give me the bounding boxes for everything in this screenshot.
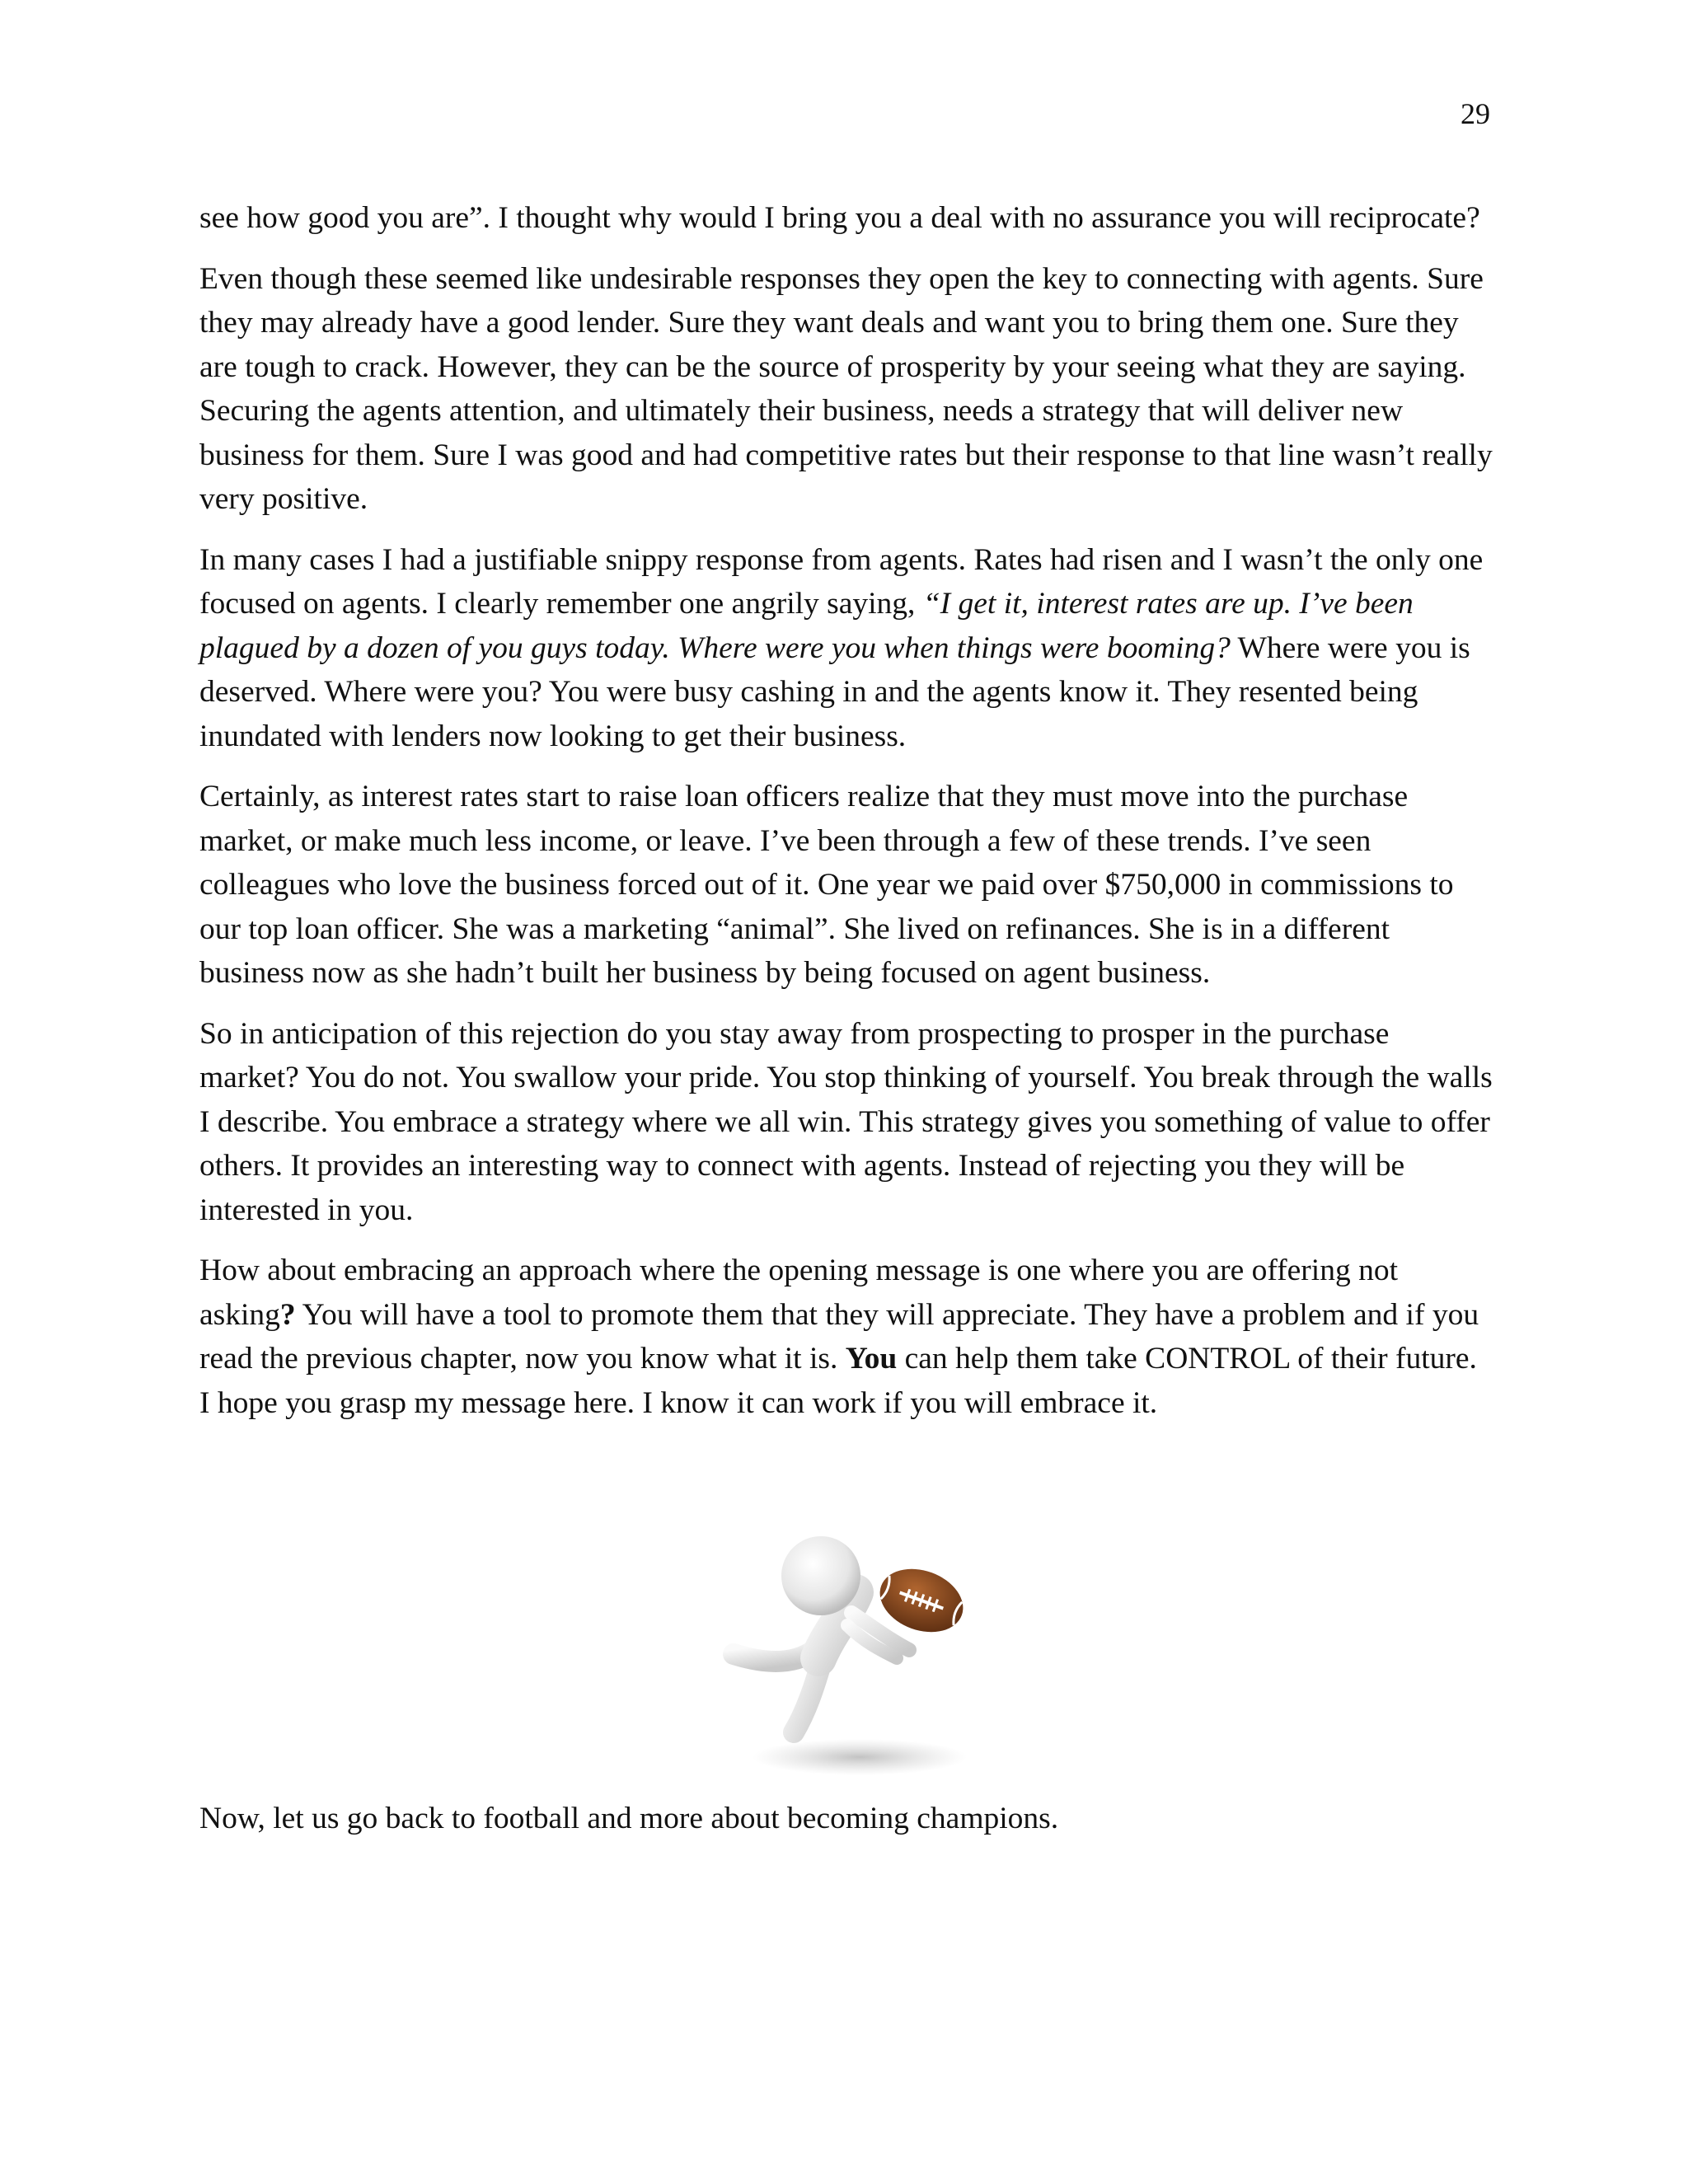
paragraph-3-text-b: Where were you is deserved. Where were you? You were busy cashing in and the agents know it. They resented being inundated with lenders now looking to get their business.: [199, 630, 1470, 753]
stick-figure-catching-football-icon: [715, 1526, 973, 1780]
paragraph-6-text-c: can help them take CONTROL of their future. I hope you grasp my message here. I know it can work if you will embrace it.: [199, 1342, 1477, 1420]
paragraph-4: Certainly, as interest rates start to raise loan officers realize that they must move into the purchase market, or make much less income, or leave. I’ve been through a few of these trends. I’ve seen colleagues who love the business forced out of it. One year we paid over $750,000 in commissions to our top loan officer. She was a marketing “animal”. She lived on refinances. She is in a different business now as she hadn’t built her business by being focused on agent business.: [199, 780, 1454, 990]
paragraph-1: see how good you are”. I thought why would I bring you a deal with no assurance you will reciprocate?: [199, 201, 1480, 235]
bold-you: You: [845, 1342, 898, 1376]
body-text: [199, 196, 1493, 1441]
paragraph-5: So in anticipation of this rejection do you stay away from prospecting to prosper in the purchase market? You do not. You swallow your pride. You stop thinking of yourself. You break through the walls I describe. You embrace a strategy where we all win. This strategy gives you something of value to offer others. It provides an interesting way to connect with agents. Instead of rejecting you they will be interested in you.: [199, 1016, 1493, 1227]
bold-question-mark: ?: [279, 1297, 296, 1332]
closing-sentence: Now, let us go back to football and more about becoming champions.: [199, 1802, 1059, 1835]
paragraph-3-text-a: In many cases I had a justifiable snippy response from agents. Rates had risen and I wasn’t the only one focused on agents. I clearly remember one angrily saying,: [199, 542, 1484, 621]
paragraph-2: Even though these seemed like undesirable responses they open the key to connecting with agents. Sure they may already have a good lender. Sure they want deals and want you to bring them one. Sure they are tough to crack. However, they can be the source of prosperity by your seeing what they are saying. Securing the agents attention, and ultimately their business, needs a strategy that will deliver new business for them. Sure I was good and had competitive rates but their response to that line wasn’t really very positive.: [199, 261, 1493, 516]
paragraph-6: [199, 1249, 1493, 1425]
page-number: 29: [1461, 97, 1490, 130]
paragraph-6-text-b: You will have a tool to promote them that they will appreciate. They have a problem and if you read the previous chapter, now you know what it is.: [199, 1297, 1479, 1376]
agent-quote: “I get it, interest rates are up. I’ve been plagued by a dozen of you guys today. Where were you when things were booming?: [199, 587, 1414, 665]
paragraph-3: [199, 538, 1493, 759]
paragraph-6-text-a: How about embracing an approach where the opening message is one where you are offering not asking: [199, 1254, 1399, 1332]
